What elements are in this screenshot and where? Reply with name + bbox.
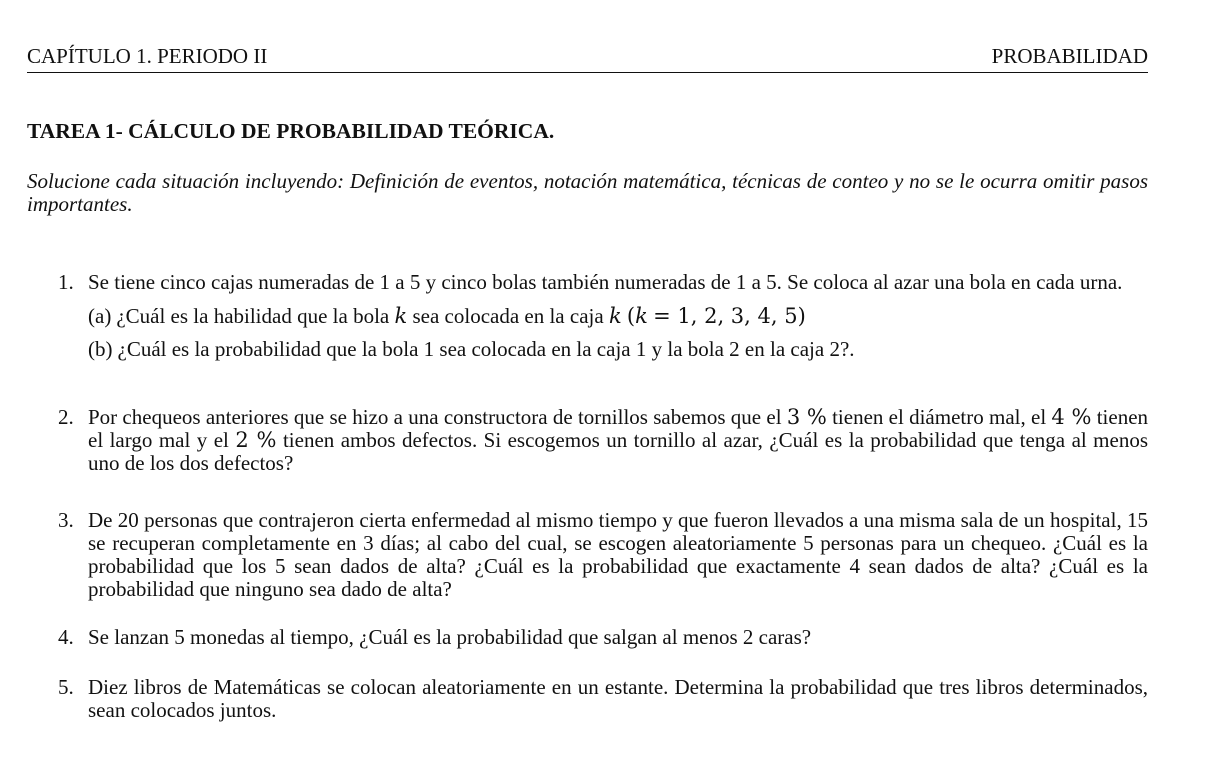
math-variable-k: k xyxy=(394,304,408,328)
math-paren-open: ( xyxy=(626,304,636,328)
subpart-b xyxy=(88,338,1148,361)
subpart-label: (a) xyxy=(88,304,112,328)
problem-5 xyxy=(27,676,1148,722)
problem-2 xyxy=(27,406,1148,509)
problem-number: 3. xyxy=(58,508,74,532)
math-equation: = 1, 2, 3, 4, 5 xyxy=(653,304,798,328)
problem-text: Se tiene cinco cajas numeradas de 1 a 5 y cinco bolas también numeradas de 1 a 5. Se coloca al azar una bola en cada urna. xyxy=(88,270,1123,294)
problem-text-segment: tienen ambos defectos. Si escogemos un tornillo al azar, ¿Cuál es la probabilidad que tenga al menos uno de los dos defectos? xyxy=(88,428,1149,475)
subpart-text: ¿Cuál es la probabilidad que la bola 1 sea colocada en la caja 1 y la bola 2 en la caja 2?. xyxy=(117,337,855,361)
problem-text-segment: tienen el largo mal y el xyxy=(88,405,1149,452)
math-variable-k: k xyxy=(635,304,648,328)
problem-text-segment: tienen el diámetro mal, el xyxy=(832,405,1047,429)
instructions-text: Solucione cada situación incluyendo: Definición de eventos, notación matemática, técnicas de conteo y no se le ocurra omitir pasos importantes. xyxy=(27,169,1148,216)
chapter-label: CAPÍTULO 1. PERIODO II xyxy=(27,44,268,68)
problem-number: 4. xyxy=(58,625,74,649)
math-percent: 3 % xyxy=(786,405,827,429)
problem-text: Se lanzan 5 monedas al tiempo, ¿Cuál es la probabilidad que salgan al menos 2 caras? xyxy=(88,625,812,649)
subpart-text-before: ¿Cuál es la habilidad que la bola xyxy=(116,304,390,328)
math-variable-k: k xyxy=(608,304,622,328)
math-paren-close: ) xyxy=(797,304,806,328)
problem-3 xyxy=(27,509,1148,626)
math-percent: 4 % xyxy=(1051,405,1092,429)
subpart-text-middle: sea colocada en la caja xyxy=(412,304,604,328)
document-page xyxy=(27,0,1148,763)
problem-number: 1. xyxy=(58,270,74,294)
problem-number: 2. xyxy=(58,405,74,429)
problem-text-segment: Por chequeos anteriores que se hizo a una constructora de tornillos sabemos que el xyxy=(88,405,782,429)
problem-number: 5. xyxy=(58,675,74,699)
problem-1 xyxy=(27,271,1148,406)
running-header xyxy=(27,40,1148,73)
assignment-title: TAREA 1- CÁLCULO DE PROBABILIDAD TEÓRICA. xyxy=(27,119,555,143)
problem-text: De 20 personas que contrajeron cierta enfermedad al mismo tiempo y que fueron llevados a una misma sala de un hospital, 15 se recuperan completamente en 3 días; al cabo del cual, se escogen aleatoriamente 5 personas para un chequeo. ¿Cuál es la probabilidad que los 5 sean dados de alta? ¿Cuál es la probabilidad que exactamente 4 sean dados de alta? ¿Cuál es la probabilidad que ninguno sea dado de alta? xyxy=(88,508,1148,601)
problem-4 xyxy=(27,626,1148,676)
subpart-list xyxy=(88,305,1148,361)
problem-text: Diez libros de Matemáticas se colocan aleatoriamente en un estante. Determina la probabilidad que tres libros determinados, sean colocados juntos. xyxy=(88,675,1148,722)
subject-label: PROBABILIDAD xyxy=(991,44,1148,68)
subpart-label: (b) xyxy=(88,337,113,361)
problem-list xyxy=(27,271,1148,722)
math-percent: 2 % xyxy=(235,428,277,452)
subpart-a xyxy=(88,305,1148,328)
